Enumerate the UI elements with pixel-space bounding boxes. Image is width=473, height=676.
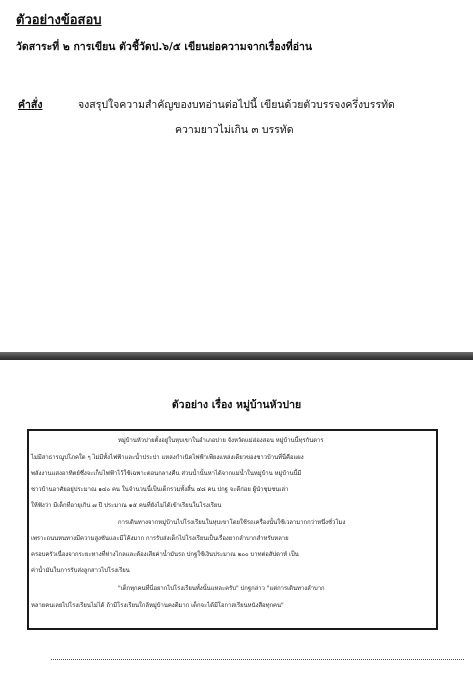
passage-line: ชาวบ้านอาศัยอยู่ประมาณ ๑๔๐ คน ในจำนวนนี้เป็นเด็กรวมทั้งสิ้น ๔๘ คน ปกฐ จะดีก่อย ผู้นำชุมชนเล่า: [31, 487, 289, 493]
answer-dotted-line: [51, 659, 464, 660]
story-title: ตัวอย่าง เรื่อง หมู่บ้านหัวปาย: [171, 399, 302, 411]
passage-line: การเดินทางจากหมู่บ้านไปโรงเรียนในหุบเขาโดยใช้รถเครื่องนั้นใช้เวลามากกว่าหนึ่งชั่วโมง: [118, 520, 346, 526]
passage-line: หลายคนเลยไปโรงเรียนไม่ได้ ถ้ามีโรงเรียนใกล้หมู่บ้านคงดีมาก เด็กจะได้มีโอกาสเรียนหนังสือทุกคน": [31, 603, 284, 609]
instruction-line-2: ความยาวไม่เกิน ๓ บรรทัด: [175, 124, 294, 136]
passage-line: ไม่มีสาธารณูปโภคใด ๆ ไม่มีทั้งไฟฟ้าและน้ำประปา แหล่งกำเนิดไฟฟ้าเพียงแหล่งเดียวของชาวบ้านที่นี่คือแผง: [31, 455, 304, 461]
passage-line: ค่าน้ำมันในการรับส่งลูกสาวไปโรงเรียน: [31, 568, 130, 574]
passage-line: หมู่บ้านหัวปายตั้งอยู่ในหุบเขาในอำเภอปาย จังหวัดแม่ฮ่องสอน หมู่บ้านนี้ทุรกันดาร: [118, 438, 324, 444]
instruction-label: คำสั่ง: [18, 99, 43, 111]
story-passage-box: [27, 429, 438, 630]
passage-line: "เด็กทุกคนที่นี่อยากไปโรงเรียนทั้งนั้นแหละครับ" ปกฐกล่าว "แต่การเดินทางลำบาก: [118, 586, 325, 592]
strand-indicator-text: วัดสาระที่ ๒ การเขียน ตัวชี้วัดป.๖/๕ เขียนย่อความจากเรื่องที่อ่าน: [16, 41, 313, 53]
instruction-line-1: จงสรุปใจความสำคัญของบทอ่านต่อไปนี้ เขียนด้วยตัวบรรจงครึ่งบรรทัด: [78, 99, 395, 111]
passage-line: ให้ฟังว่า มีเด็กที่อายุเกิน ๗ ปี ประมาณ ๑๕ คนที่ยังไม่ได้เข้าเรียนในโรงเรียน: [31, 503, 222, 509]
page-separator: [0, 352, 473, 360]
exam-sample-heading: ตัวอย่างข้อสอบ: [16, 13, 102, 28]
passage-line: เพราะถนนหนทางมีความสูงชันและมีโค้งมาก การรับส่งเด็กไปโรงเรียนเป็นเรื่องยากลำบากสำหรับหลาย: [31, 536, 289, 542]
passage-line: ครอบครัวเนื่องจากระยะทางที่ห่างไกลและต้องเสียค่าน้ำมันรถ ปกฐใช้เงินประมาณ ๒๐๐ บาทต่อสัปดาห์ เป็น: [31, 552, 299, 558]
passage-line: พลังงานแสงอาทิตย์ซึ่งจะเก็บไฟฟ้าไว้ใช้เฉพาะตอนกลางคืน ส่วนน้ำนั้นหาได้จากแม่น้ำในหมู่บ้าน หมู่บ้านนี้มี: [31, 471, 302, 477]
